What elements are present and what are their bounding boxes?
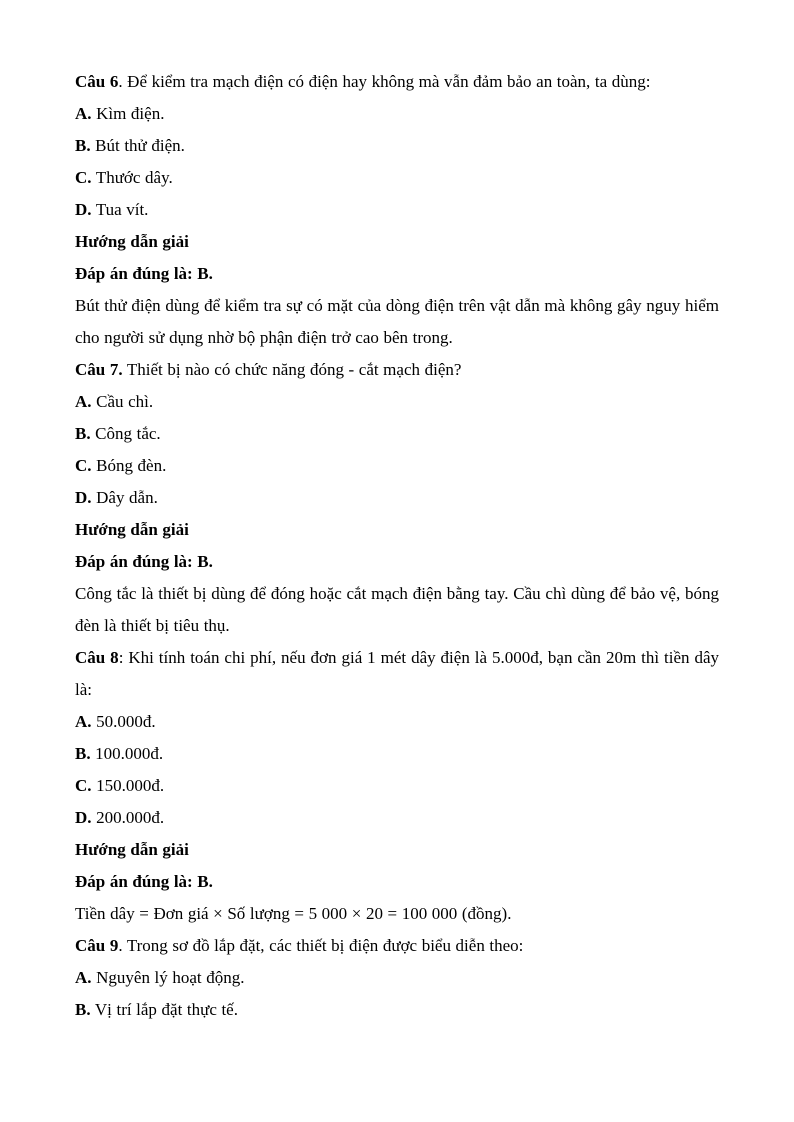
paragraph-bold-prefix: A. [75,712,92,731]
paragraph-bold-prefix: Hướng dẫn giải [75,520,189,539]
answer-option [75,994,719,1026]
answer-option [75,386,719,418]
paragraph-text: 100.000đ. [90,744,164,763]
answer-option [75,482,719,514]
answer-option [75,450,719,482]
paragraph-text: Thiết bị nào có chức năng đóng - cắt mạch điện? [122,360,462,379]
paragraph-bold-prefix: B. [75,1000,91,1019]
paragraph-bold-prefix: Hướng dẫn giải [75,232,189,251]
paragraph-bold-prefix: Câu 8 [75,648,119,667]
answer-option [75,98,719,130]
paragraph-bold-prefix: Đáp án đúng là: B. [75,552,213,571]
explanation [75,898,719,930]
solution-heading [75,834,719,866]
paragraph-bold-prefix: A. [75,104,92,123]
answer-option [75,130,719,162]
paragraph-text: Tiền dây = Đơn giá × Số lượng = 5 000 × 20 = 100 000 (đồng). [75,904,512,923]
paragraph-bold-prefix: B. [75,744,91,763]
paragraph-bold-prefix: Hướng dẫn giải [75,840,189,859]
paragraph-text: Nguyên lý hoạt động. [91,968,245,987]
answer-key [75,866,719,898]
answer-option [75,706,719,738]
paragraph-bold-prefix: A. [75,968,92,987]
paragraph-text: 200.000đ. [91,808,165,827]
answer-key [75,258,719,290]
paragraph-text: Công tắc là thiết bị dùng để đóng hoặc cắt mạch điện bằng tay. Cầu chì dùng để bảo vệ, bóng đèn là thiết bị tiêu thụ. [75,584,719,635]
answer-key [75,546,719,578]
paragraph-text: : Khi tính toán chi phí, nếu đơn giá 1 mét dây điện là 5.000đ, bạn cần 20m thì tiền dây là: [75,648,720,699]
paragraph-bold-prefix: C. [75,776,92,795]
paragraph-text: Bút thử điện dùng để kiểm tra sự có mặt của dòng điện trên vật dẫn mà không gây nguy hiểm cho người sử dụng nhờ bộ phận điện trở cao bên trong. [75,296,719,347]
document-body [75,66,719,1026]
answer-option [75,194,719,226]
paragraph-bold-prefix: Câu 9 [75,936,119,955]
solution-heading [75,226,719,258]
answer-option [75,162,719,194]
paragraph-bold-prefix: D. [75,808,92,827]
explanation [75,578,719,642]
question-title [75,642,719,706]
question-title [75,354,719,386]
paragraph-text: 150.000đ. [91,776,165,795]
paragraph-bold-prefix: D. [75,488,92,507]
paragraph-bold-prefix: Đáp án đúng là: B. [75,264,213,283]
paragraph-text: Dây dẫn. [91,488,158,507]
paragraph-text: Thước dây. [91,168,173,187]
paragraph-text: 50.000đ. [91,712,156,731]
explanation [75,290,719,354]
question-title [75,66,719,98]
question-title [75,930,719,962]
answer-option [75,738,719,770]
paragraph-text: Công tắc. [90,424,161,443]
paragraph-bold-prefix: C. [75,168,92,187]
paragraph-text: . Trong sơ đồ lắp đặt, các thiết bị điện được biểu diễn theo: [118,936,524,955]
paragraph-bold-prefix: Đáp án đúng là: B. [75,872,213,891]
paragraph-text: . Để kiểm tra mạch điện có điện hay không mà vẫn đảm bảo an toàn, ta dùng: [118,72,651,91]
paragraph-bold-prefix: Câu 6 [75,72,119,91]
paragraph-text: Bóng đèn. [91,456,167,475]
paragraph-bold-prefix: Câu 7. [75,360,123,379]
paragraph-text: Cầu chì. [91,392,154,411]
paragraph-bold-prefix: B. [75,424,91,443]
paragraph-text: Kìm điện. [91,104,165,123]
paragraph-text: Bút thử điện. [90,136,185,155]
answer-option [75,962,719,994]
answer-option [75,802,719,834]
paragraph-bold-prefix: D. [75,200,92,219]
answer-option [75,418,719,450]
paragraph-bold-prefix: B. [75,136,91,155]
paragraph-bold-prefix: C. [75,456,92,475]
paragraph-text: Tua vít. [91,200,149,219]
answer-option [75,770,719,802]
paragraph-bold-prefix: A. [75,392,92,411]
solution-heading [75,514,719,546]
paragraph-text: Vị trí lắp đặt thực tế. [90,1000,238,1019]
